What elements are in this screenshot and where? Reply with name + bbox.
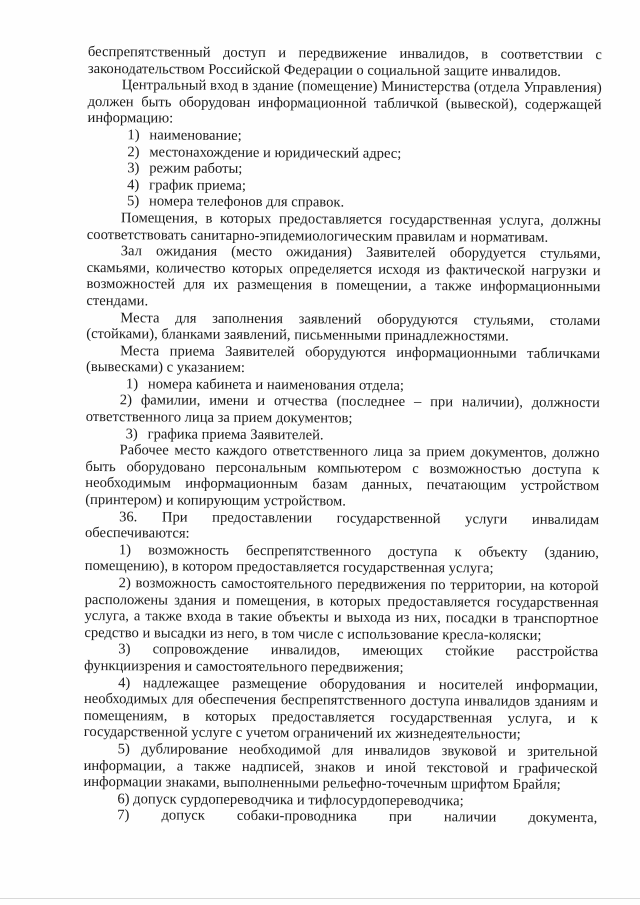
paragraph: Помещения, в которых предоставляется государственная услуга, должны соответствовать санитарно-эпидемиологическим правилам и нормативам.: [86, 210, 601, 246]
list-item-text: график приема;: [149, 177, 247, 194]
paragraph: Рабочее место каждого ответственного лица за прием документов, должно быть оборудовано персональным компьютером с возможностью доступа к необходимым информационным базам данных, печатающим устройством (принтером) и копирующим устройством.: [85, 442, 600, 510]
list-item-number: 3): [127, 160, 140, 177]
paragraph: 36. При предоставлении государственной услуги инвалидам обеспечиваются:: [84, 508, 600, 542]
paragraph: 1) возможность беспрепятственного доступа к объекту (зданию, помещению), в котором предоставляется государственная услуга;: [84, 542, 599, 577]
paragraph: 3) сопровождение инвалидов, имеющих стойкие расстройства функциизрения и самостоятельного передвижения;: [84, 641, 599, 676]
paragraph: 5) дублирование необходимой для инвалидов звуковой и зрительной информации, а также надписей, знаков и иной текстовой и графической информации знаками, выполненными рельефно-точечным шрифтом Брайля;: [83, 741, 598, 794]
paragraph: Места приема Заявителей оборудуются информационными табличками (вывесками) с указанием:: [85, 342, 601, 377]
paragraph: Центральный вход в здание (помещение) Министерства (отдела Управления) должен быть оборудован информационной табличкой (вывеской), содержащей информацию:: [87, 77, 602, 127]
list-item-text: номера кабинета и наименования отдела;: [147, 376, 405, 394]
paragraph: 2) возможность самостоятельного передвижения по территории, на которой расположены здания и помещения, в которых предоставляется государственная услуга, а также входа в такие объекты и выхода из них, посадки в транспортное средство и высадки из него, в том числе с использование кресла-коляски;: [84, 575, 599, 644]
list-item-text: наименование;: [149, 127, 242, 144]
list-item-number: 3): [125, 425, 138, 442]
paragraph: 2) фамилии, имени и отчества (последнее – при наличии), должности ответственного лица за прием документов;: [85, 392, 600, 427]
document-body: [83, 44, 602, 827]
paragraph: 4) надлежащее размещение оборудования и носителей информации, необходимых для обеспечения беспрепятственного доступа инвалидов зданиям и помещениям, в которых предоставляется государственная услуга, и к государственной услуге с учетом ограничений их жизнедеятельности;: [83, 674, 599, 743]
list-item-number: 2): [127, 143, 140, 160]
paragraph: 6) допуск сурдопереводчика и тифлосурдопереводчика;: [117, 790, 464, 810]
list-item-number: 5): [126, 193, 140, 210]
list-item-text: местонахождение и юридический адрес;: [149, 143, 402, 162]
list-item-text: графика приема Заявителей.: [147, 426, 324, 444]
list-item-text: номера телефонов для справок.: [148, 193, 345, 211]
scan-edge-line: [0, 898, 640, 899]
paragraph: Места для заполнения заявлений оборудуются стульями, столами (стойками), бланками заявлений, письменными принадлежностями.: [86, 309, 601, 345]
paragraph: беспрепятственный доступ и передвижение инвалидов, в соответствии с законодательством Российской Федерации о социальной защите инвалидов.: [87, 44, 602, 80]
list-item-number: 1): [127, 127, 140, 144]
list-item-number: 1): [125, 376, 139, 393]
list-item-number: 4): [127, 176, 140, 194]
paragraph: 7) допуск собаки-проводника при наличии документа,: [117, 807, 598, 827]
list-item-text: режим работы;: [149, 160, 243, 178]
paragraph: Зал ожидания (место ожидания) Заявителей оборудуется стульями, скамьями, количество которых определяется исходя из фактической нагрузки и возможностей для их размещения в помещении, а также информационными стендами.: [86, 243, 601, 310]
